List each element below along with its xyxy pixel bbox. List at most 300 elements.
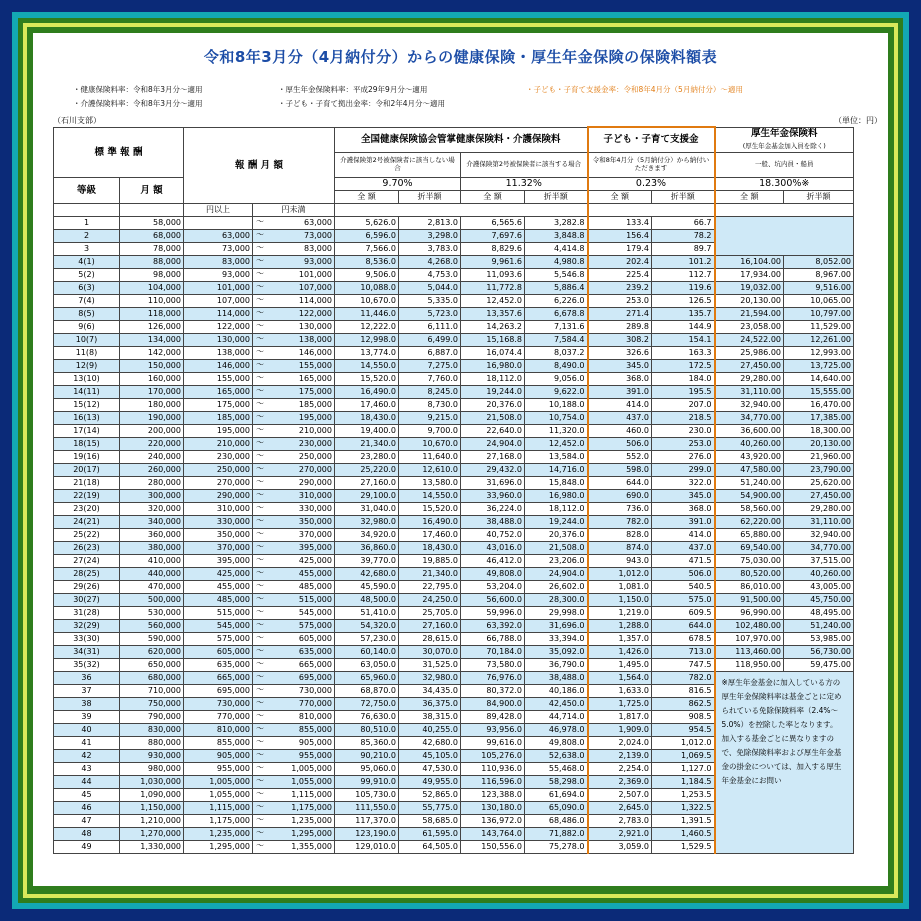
cell-from: 605,000 [184, 646, 253, 659]
cell-monthly: 1,030,000 [120, 776, 184, 789]
cell-pension-half: 29,280.00 [784, 503, 854, 516]
table-row [54, 425, 854, 438]
cell-to: 695,000 ～ [253, 672, 335, 685]
cell-monthly: 360,000 [120, 529, 184, 542]
header-full: 全 額 [715, 191, 784, 204]
cell-to: 370,000 ～ [253, 529, 335, 542]
cell-no-care-half: 9,215.0 [399, 412, 461, 425]
cell-to: 195,000 ～ [253, 412, 335, 425]
cell-pension-full: 113,460.00 [715, 646, 784, 659]
header-no-care: 介護保険第2号被保険者に該当しない場合 [335, 153, 461, 178]
cell-to: 250,000 ～ [253, 451, 335, 464]
cell-from: 250,000 [184, 464, 253, 477]
cell-care-half: 8,490.0 [525, 360, 588, 373]
range-tilde: ～ [256, 750, 264, 760]
cell-from: 210,000 [184, 438, 253, 451]
cell-care-half: 52,638.0 [525, 750, 588, 763]
cell-child-half: 782.0 [652, 672, 715, 685]
range-tilde: ～ [256, 555, 264, 565]
cell-grade: 17(14) [54, 425, 120, 438]
header-full: 全 額 [335, 191, 399, 204]
cell-care-full: 8,829.6 [461, 243, 525, 256]
range-tilde: ～ [256, 464, 264, 474]
cell-child-half: 135.7 [652, 308, 715, 321]
cell-grade: 4(1) [54, 256, 120, 269]
cell-to: 310,000 ～ [253, 490, 335, 503]
cell-grade: 43 [54, 763, 120, 776]
table-row [54, 672, 854, 685]
header-to: 円未満 [253, 204, 335, 217]
cell-child-full: 1,909.0 [588, 724, 652, 737]
rate-pension: 18.300%※ [715, 178, 854, 191]
cell-child-full: 156.4 [588, 230, 652, 243]
cell-care-half: 9,056.0 [525, 373, 588, 386]
cell-care-full: 59,996.0 [461, 607, 525, 620]
cell-child-full: 202.4 [588, 256, 652, 269]
cell-child-full: 239.2 [588, 282, 652, 295]
cell-child-half: 1,529.5 [652, 841, 715, 854]
cell-pension-half: 17,385.00 [784, 412, 854, 425]
cell-care-full: 73,580.0 [461, 659, 525, 672]
cell-child-half: 276.0 [652, 451, 715, 464]
cell-child-full: 1,495.0 [588, 659, 652, 672]
cell-no-care-half: 17,460.0 [399, 529, 461, 542]
header-half: 折半額 [784, 191, 854, 204]
cell-care-full: 46,412.0 [461, 555, 525, 568]
cell-no-care-full: 105,730.0 [335, 789, 399, 802]
cell-child-full: 2,507.0 [588, 789, 652, 802]
range-tilde: ～ [256, 802, 264, 812]
table-row [54, 308, 854, 321]
table-row [54, 568, 854, 581]
cell-care-full: 29,432.0 [461, 464, 525, 477]
range-tilde: ～ [256, 256, 264, 266]
cell-monthly: 1,090,000 [120, 789, 184, 802]
cell-pension-full: 17,934.00 [715, 269, 784, 282]
cell-child-half: 713.0 [652, 646, 715, 659]
cell-care-half: 55,468.0 [525, 763, 588, 776]
cell-to: 230,000 ～ [253, 438, 335, 451]
cell-from: 114,000 [184, 308, 253, 321]
cell-child-full: 368.0 [588, 373, 652, 386]
cell-monthly: 650,000 [120, 659, 184, 672]
cell-no-care-half: 28,615.0 [399, 633, 461, 646]
cell-care-full: 123,388.0 [461, 789, 525, 802]
range-tilde: ～ [256, 503, 264, 513]
cell-no-care-half: 5,044.0 [399, 282, 461, 295]
cell-no-care-full: 57,230.0 [335, 633, 399, 646]
cell-to: 290,000 ～ [253, 477, 335, 490]
range-tilde: ～ [256, 334, 264, 344]
cell-care-full: 7,697.6 [461, 230, 525, 243]
cell-child-full: 943.0 [588, 555, 652, 568]
cell-grade: 5(2) [54, 269, 120, 282]
cell-monthly: 790,000 [120, 711, 184, 724]
table-row [54, 594, 854, 607]
cell-from: 545,000 [184, 620, 253, 633]
cell-from: 730,000 [184, 698, 253, 711]
cell-child-half: 66.7 [652, 217, 715, 230]
cell-care-half: 15,848.0 [525, 477, 588, 490]
cell-grade: 30(27) [54, 594, 120, 607]
cell-no-care-full: 80,510.0 [335, 724, 399, 737]
cell-no-care-half: 13,580.0 [399, 477, 461, 490]
cell-child-half: 253.0 [652, 438, 715, 451]
cell-child-full: 437.0 [588, 412, 652, 425]
cell-care-full: 11,093.6 [461, 269, 525, 282]
cell-child-full: 2,645.0 [588, 802, 652, 815]
note-child-support: ・子ども・子育て支援金率：令和8年4月分（5月納付分）～適用 [526, 85, 743, 94]
cell-grade: 35(32) [54, 659, 120, 672]
cell-child-half: 184.0 [652, 373, 715, 386]
cell-no-care-half: 45,105.0 [399, 750, 461, 763]
cell-care-half: 44,714.0 [525, 711, 588, 724]
range-tilde: ～ [256, 347, 264, 357]
cell-no-care-half: 55,775.0 [399, 802, 461, 815]
cell-grade: 14(11) [54, 386, 120, 399]
header-child-sub: 令和8年4月分（5月納付分）から納付いただきます [588, 153, 715, 178]
range-tilde: ～ [256, 542, 264, 552]
cell-care-half: 65,090.0 [525, 802, 588, 815]
cell-care-half: 10,188.0 [525, 399, 588, 412]
cell-pension-full: 34,770.00 [715, 412, 784, 425]
cell-care-full: 56,600.0 [461, 594, 525, 607]
cell-no-care-half: 14,550.0 [399, 490, 461, 503]
cell-pension-half: 14,640.00 [784, 373, 854, 386]
cell-grade: 37 [54, 685, 120, 698]
range-tilde: ～ [256, 425, 264, 435]
cell-child-full: 506.0 [588, 438, 652, 451]
cell-monthly: 220,000 [120, 438, 184, 451]
cell-grade: 33(30) [54, 633, 120, 646]
cell-child-full: 1,817.0 [588, 711, 652, 724]
cell-no-care-half: 9,700.0 [399, 425, 461, 438]
table-row [54, 282, 854, 295]
range-tilde: ～ [256, 828, 264, 838]
blank-cell [335, 204, 588, 217]
table-row [54, 542, 854, 555]
cell-monthly: 710,000 [120, 685, 184, 698]
cell-no-care-half: 21,340.0 [399, 568, 461, 581]
cell-care-full: 105,276.0 [461, 750, 525, 763]
cell-no-care-full: 99,910.0 [335, 776, 399, 789]
cell-care-half: 4,414.8 [525, 243, 588, 256]
cell-pension-half: 21,960.00 [784, 451, 854, 464]
cell-no-care-half: 47,530.0 [399, 763, 461, 776]
cell-grade: 18(15) [54, 438, 120, 451]
cell-child-full: 782.0 [588, 516, 652, 529]
cell-monthly: 530,000 [120, 607, 184, 620]
range-tilde: ～ [256, 490, 264, 500]
cell-from: 185,000 [184, 412, 253, 425]
header-health: 全国健康保険協会管掌健康保険料・介護保険料 [335, 127, 588, 153]
cell-from: 270,000 [184, 477, 253, 490]
cell-pension-full: 23,058.00 [715, 321, 784, 334]
cell-pension-half: 18,300.00 [784, 425, 854, 438]
cell-pension-full: 20,130.00 [715, 295, 784, 308]
cell-monthly: 680,000 [120, 672, 184, 685]
range-tilde: ～ [256, 412, 264, 422]
cell-pension-full: 69,540.00 [715, 542, 784, 555]
cell-no-care-half: 40,255.0 [399, 724, 461, 737]
cell-from: 146,000 [184, 360, 253, 373]
branch-label: （石川支部） [53, 116, 101, 125]
cell-child-half: 908.5 [652, 711, 715, 724]
cell-pension-full: 96,990.00 [715, 607, 784, 620]
cell-from: 122,000 [184, 321, 253, 334]
header-with-care: 介護保険第2号被保険者に該当する場合 [461, 153, 588, 178]
cell-monthly: 620,000 [120, 646, 184, 659]
cell-no-care-full: 48,500.0 [335, 594, 399, 607]
range-tilde: ～ [256, 815, 264, 825]
table-row [54, 607, 854, 620]
cell-pension-full: 102,480.00 [715, 620, 784, 633]
cell-from: 770,000 [184, 711, 253, 724]
cell-from: 370,000 [184, 542, 253, 555]
header-full: 全 額 [461, 191, 525, 204]
cell-pension-half: 20,130.00 [784, 438, 854, 451]
cell-child-full: 644.0 [588, 477, 652, 490]
cell-to: 1,055,000 ～ [253, 776, 335, 789]
cell-no-care-full: 51,410.0 [335, 607, 399, 620]
cell-care-half: 4,980.8 [525, 256, 588, 269]
cell-no-care-full: 8,536.0 [335, 256, 399, 269]
range-tilde: ～ [256, 438, 264, 448]
cell-care-full: 24,904.0 [461, 438, 525, 451]
cell-grade: 27(24) [54, 555, 120, 568]
cell-care-full: 89,428.0 [461, 711, 525, 724]
blank-cell [715, 204, 854, 217]
cell-care-half: 5,546.8 [525, 269, 588, 282]
cell-care-full: 31,696.0 [461, 477, 525, 490]
cell-from: 290,000 [184, 490, 253, 503]
cell-pension-half: 12,993.00 [784, 347, 854, 360]
cell-no-care-full: 5,626.0 [335, 217, 399, 230]
cell-no-care-half: 7,760.0 [399, 373, 461, 386]
cell-monthly: 590,000 [120, 633, 184, 646]
cell-grade: 32(29) [54, 620, 120, 633]
header-pension-title: 厚生年金保険料 [750, 127, 818, 139]
cell-care-half: 42,450.0 [525, 698, 588, 711]
cell-from: 1,175,000 [184, 815, 253, 828]
cell-child-full: 690.0 [588, 490, 652, 503]
cell-care-full: 21,508.0 [461, 412, 525, 425]
cell-child-full: 1,725.0 [588, 698, 652, 711]
cell-pension-half: 45,750.00 [784, 594, 854, 607]
cell-no-care-full: 90,210.0 [335, 750, 399, 763]
cell-to: 175,000 ～ [253, 386, 335, 399]
cell-no-care-half: 4,268.0 [399, 256, 461, 269]
table-row [54, 659, 854, 672]
cell-pension-full: 91,500.00 [715, 594, 784, 607]
cell-no-care-half: 6,499.0 [399, 334, 461, 347]
cell-from: 195,000 [184, 425, 253, 438]
cell-no-care-half: 64,505.0 [399, 841, 461, 854]
range-tilde: ～ [256, 451, 264, 461]
range-tilde: ～ [256, 659, 264, 669]
range-tilde: ～ [256, 282, 264, 292]
cell-grade: 19(16) [54, 451, 120, 464]
cell-child-half: 345.0 [652, 490, 715, 503]
cell-no-care-full: 68,870.0 [335, 685, 399, 698]
cell-care-full: 19,244.0 [461, 386, 525, 399]
cell-to: 1,175,000 ～ [253, 802, 335, 815]
table-row [54, 269, 854, 282]
cell-care-half: 35,092.0 [525, 646, 588, 659]
cell-grade: 39 [54, 711, 120, 724]
table-row [54, 347, 854, 360]
cell-pension-half: 31,110.00 [784, 516, 854, 529]
range-tilde: ～ [256, 386, 264, 396]
cell-child-full: 828.0 [588, 529, 652, 542]
cell-to: 810,000 ～ [253, 711, 335, 724]
cell-pension-half: 34,770.00 [784, 542, 854, 555]
cell-from: 310,000 [184, 503, 253, 516]
cell-grade: 12(9) [54, 360, 120, 373]
table-row [54, 620, 854, 633]
cell-care-half: 19,244.0 [525, 516, 588, 529]
cell-no-care-half: 8,730.0 [399, 399, 461, 412]
cell-monthly: 88,000 [120, 256, 184, 269]
cell-from: 1,235,000 [184, 828, 253, 841]
cell-no-care-half: 3,298.0 [399, 230, 461, 243]
cell-care-half: 46,978.0 [525, 724, 588, 737]
cell-monthly: 750,000 [120, 698, 184, 711]
cell-care-half: 20,376.0 [525, 529, 588, 542]
cell-care-half: 16,980.0 [525, 490, 588, 503]
cell-grade: 24(21) [54, 516, 120, 529]
range-tilde: ～ [256, 516, 264, 526]
range-tilde: ～ [256, 672, 264, 682]
header-grade: 等級 [54, 178, 120, 204]
cell-monthly: 98,000 [120, 269, 184, 282]
cell-monthly: 280,000 [120, 477, 184, 490]
range-tilde: ～ [256, 724, 264, 734]
cell-monthly: 150,000 [120, 360, 184, 373]
cell-pension-half: 15,555.00 [784, 386, 854, 399]
cell-care-full: 80,372.0 [461, 685, 525, 698]
cell-no-care-half: 42,680.0 [399, 737, 461, 750]
cell-from: 665,000 [184, 672, 253, 685]
cell-to: 122,000 ～ [253, 308, 335, 321]
cell-pension-full: 58,560.00 [715, 503, 784, 516]
cell-child-half: 1,460.5 [652, 828, 715, 841]
cell-child-full: 345.0 [588, 360, 652, 373]
cell-no-care-full: 123,190.0 [335, 828, 399, 841]
range-tilde: ～ [256, 633, 264, 643]
cell-child-full: 736.0 [588, 503, 652, 516]
cell-child-half: 126.5 [652, 295, 715, 308]
cell-to: 635,000 ～ [253, 646, 335, 659]
cell-child-full: 133.4 [588, 217, 652, 230]
cell-care-half: 36,790.0 [525, 659, 588, 672]
cell-no-care-half: 22,795.0 [399, 581, 461, 594]
cell-grade: 36 [54, 672, 120, 685]
cell-child-full: 1,564.0 [588, 672, 652, 685]
rate-child: 0.23% [588, 178, 715, 191]
cell-from: 230,000 [184, 451, 253, 464]
cell-pension-half: 40,260.00 [784, 568, 854, 581]
header-pension [715, 127, 854, 153]
cell-grade: 1 [54, 217, 120, 230]
cell-child-half: 1,322.5 [652, 802, 715, 815]
cell-grade: 29(26) [54, 581, 120, 594]
cell-care-half: 49,808.0 [525, 737, 588, 750]
cell-no-care-half: 19,885.0 [399, 555, 461, 568]
range-tilde: ～ [256, 399, 264, 409]
cell-monthly: 160,000 [120, 373, 184, 386]
cell-pension-full: 47,580.00 [715, 464, 784, 477]
cell-monthly: 240,000 [120, 451, 184, 464]
cell-from: 130,000 [184, 334, 253, 347]
cell-monthly: 110,000 [120, 295, 184, 308]
cell-no-care-half: 36,375.0 [399, 698, 461, 711]
cell-care-full: 53,204.0 [461, 581, 525, 594]
cell-child-half: 437.0 [652, 542, 715, 555]
cell-care-half: 3,282.8 [525, 217, 588, 230]
range-tilde: ～ [256, 620, 264, 630]
cell-care-half: 71,882.0 [525, 828, 588, 841]
cell-child-half: 1,184.5 [652, 776, 715, 789]
cell-from: 155,000 [184, 373, 253, 386]
cell-to: 605,000 ～ [253, 633, 335, 646]
header-pension-sub: (厚生年金基金加入員を除く) [742, 141, 826, 150]
cell-to: 425,000 ～ [253, 555, 335, 568]
cell-child-half: 506.0 [652, 568, 715, 581]
cell-child-half: 112.7 [652, 269, 715, 282]
cell-care-half: 33,394.0 [525, 633, 588, 646]
cell-grade: 34(31) [54, 646, 120, 659]
pension-fund-note: ※厚生年金基金に加入している方の厚生年金保険料率は基金ごとに定められている免除保険料率（2.4%～5.0%）を控除した率となります。 加入する基金ごとに異なりますので、免除保険料率および厚生年金基金の掛金については、加入する厚生年金基金にお問い [715, 672, 854, 854]
rate-no-care: 9.70% [335, 178, 461, 191]
cell-no-care-full: 111,550.0 [335, 802, 399, 815]
cell-child-half: 322.0 [652, 477, 715, 490]
cell-child-half: 1,012.0 [652, 737, 715, 750]
cell-no-care-full: 42,680.0 [335, 568, 399, 581]
cell-pension-full: 40,260.00 [715, 438, 784, 451]
cell-child-half: 218.5 [652, 412, 715, 425]
cell-no-care-full: 10,670.0 [335, 295, 399, 308]
cell-no-care-half: 2,813.0 [399, 217, 461, 230]
cell-child-half: 391.0 [652, 516, 715, 529]
cell-pension-full: 43,920.00 [715, 451, 784, 464]
cell-no-care-full: 76,630.0 [335, 711, 399, 724]
cell-pension-half: 51,240.00 [784, 620, 854, 633]
range-tilde: ～ [256, 607, 264, 617]
table-row [54, 321, 854, 334]
cell-grade: 15(12) [54, 399, 120, 412]
cell-to: 83,000 ～ [253, 243, 335, 256]
range-tilde: ～ [256, 776, 264, 786]
cell-pension-full: 80,520.00 [715, 568, 784, 581]
cell-no-care-full: 45,590.0 [335, 581, 399, 594]
cell-monthly: 1,270,000 [120, 828, 184, 841]
cell-child-full: 308.2 [588, 334, 652, 347]
blank-cell [588, 204, 715, 217]
cell-pension-full: 29,280.00 [715, 373, 784, 386]
cell-to: 515,000 ～ [253, 594, 335, 607]
cell-to: 855,000 ～ [253, 724, 335, 737]
cell-care-full: 66,788.0 [461, 633, 525, 646]
cell-from: 330,000 [184, 516, 253, 529]
cell-no-care-full: 12,222.0 [335, 321, 399, 334]
cell-no-care-full: 18,430.0 [335, 412, 399, 425]
cell-from: 93,000 [184, 269, 253, 282]
cell-monthly: 126,000 [120, 321, 184, 334]
range-tilde: ～ [256, 529, 264, 539]
cell-grade: 47 [54, 815, 120, 828]
table-row [54, 217, 854, 230]
